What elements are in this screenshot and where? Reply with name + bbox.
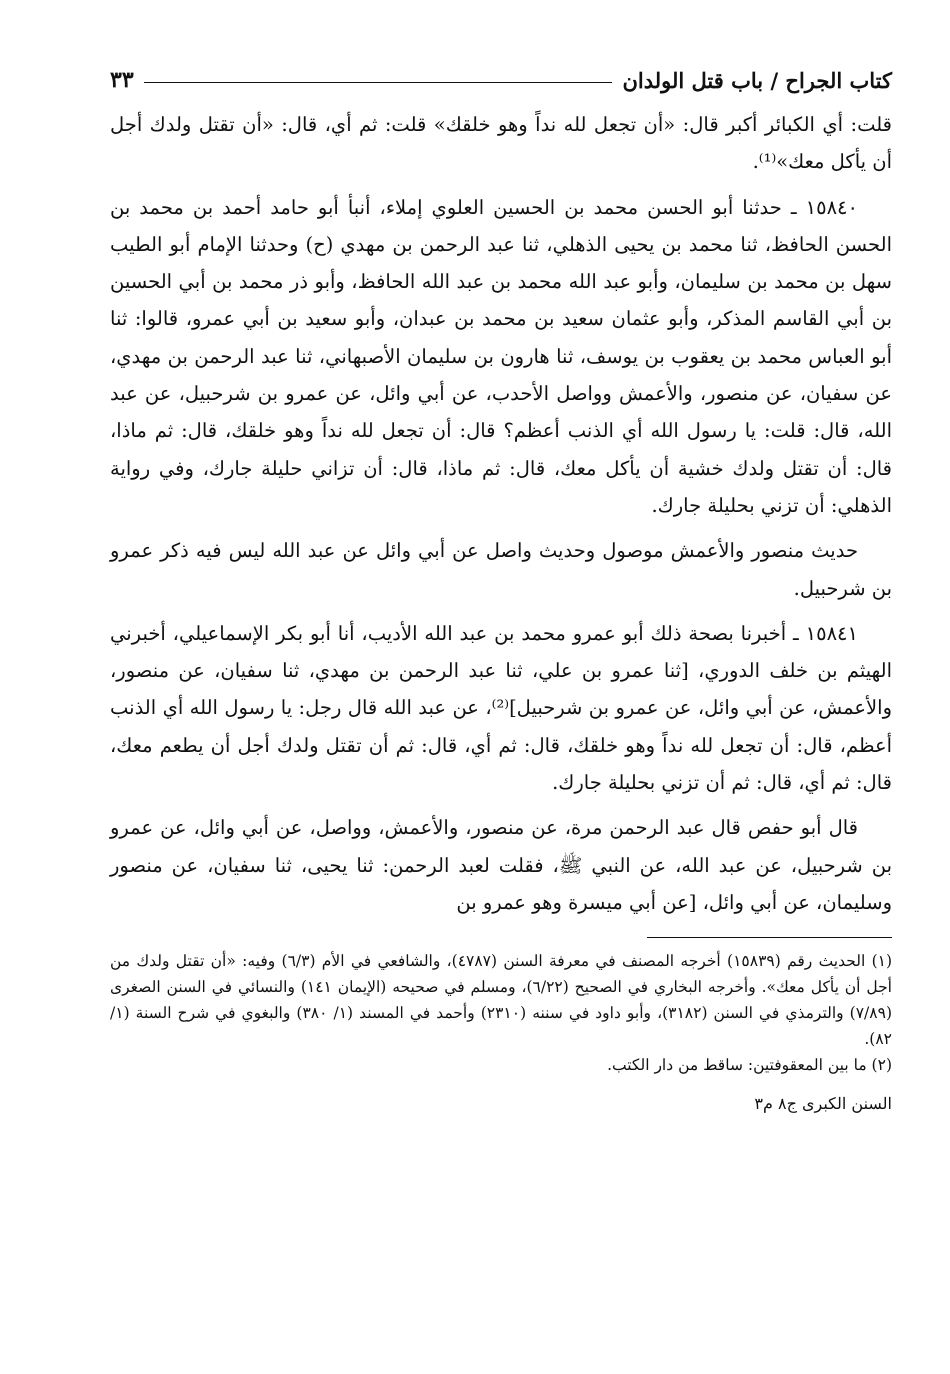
book-page bbox=[110, 60, 892, 1113]
paragraph: ١٥٨٤٠ ـ حدثنا أبو الحسن محمد بن الحسين العلوي إملاء، أنبأ أبو حامد أحمد بن محمد بن الحسن الحافظ، ثنا محمد بن يحيى الذهلي، ثنا عبد الرحمن بن مهدي (ح) وحدثنا الإمام أبو الطيب سهل بن محمد بن سليمان، وأبو عبد الله محمد بن عبد الله الحافظ، وأبو ذر محمد بن أبي الحسين بن أبي القاسم المذكر، وأبو عثمان سعيد بن محمد بن عبدان، وأبو سعيد بن أبي عمرو، قالوا: ثنا أبو العباس محمد بن يعقوب بن يوسف، ثنا هارون بن سليمان الأصبهاني، ثنا عبد الرحمن بن مهدي، عن سفيان، عن منصور، والأعمش وواصل الأحدب، عن أبي وائل، عن عمرو بن شرحبيل، عن عبد الله، قال: قلت: يا رسول الله أي الذنب أعظم؟ قال: أن تجعل لله نداً وهو خلقك، قال: ثم ماذا، قال: أن تقتل ولدك خشية أن يأكل معك، قال: ثم ماذا، قال: أن تزاني حليلة جارك، وفي رواية الذهلي: أن تزني بحليلة جارك. bbox=[110, 195, 892, 517]
main-text bbox=[110, 106, 892, 921]
running-header bbox=[110, 60, 892, 100]
page-number: ٣٣ bbox=[110, 67, 134, 93]
header-rule bbox=[144, 82, 613, 83]
signature-mark: السنن الكبرى ج٨ م٣ bbox=[754, 1094, 892, 1114]
footnote-separator bbox=[647, 937, 892, 938]
paragraph: ١٥٨٤١ ـ أخبرنا بصحة ذلك أبو عمرو محمد بن عبد الله الأديب، أنا أبو بكر الإسماعيلي، أخبرني الهيثم بن خلف الدوري، [ثنا عمرو بن علي، ثنا عبد الرحمن بن مهدي، ثنا سفيان، عن منصور، والأعمش، عن أبي وائل، عن عمرو بن شرحبيل]⁽²⁾، عن عبد الله قال رجل: يا رسول الله أي الذنب أعظم، قال: أن تجعل لله نداً وهو خلقك، قال: ثم أي، قال: ثم أن تقتل ولدك أجل أن يطعم معك، قال: ثم أي، قال: ثم أن تزني بحليلة جارك. bbox=[110, 621, 893, 795]
paragraph: قال أبو حفص قال عبد الرحمن مرة، عن منصور، والأعمش، وواصل، عن أبي وائل، عن عمرو بن شرحبيل، عن عبد الله، عن النبي ﷺ، فقلت لعبد الرحمن: ثنا يحيى، ثنا سفيان، عن منصور وسليمان، عن أبي وائل، [عن أبي ميسرة وهو عمرو بن bbox=[110, 816, 892, 914]
chapter-title: كتاب الجراح / باب قتل الولدان bbox=[622, 67, 892, 93]
footnote: (٢) ما بين المعقوفتين: ساقط من دار الكتب. bbox=[607, 1056, 892, 1075]
footnote: (١) الحديث رقم (١٥٨٣٩) أخرجه المصنف في معرفة السنن (٤٧٨٧)، والشافعي في الأم (٦/٣) وفيه: «أن تقتل ولدك من أجل أن يأكل معك». وأخرجه البخاري في الصحيح (٦/٢٢)، ومسلم في صحيحه (الإيمان ١٤١) والنسائي في السنن الصغرى (٧/٨٩) والترمذي في السنن (٣١٨٢)، وأبو داود في سننه (٢٣١٠) وأحمد في المسند (١/ ٣٨٠) والبغوي في شرح السنة (١/ ٨٢). bbox=[110, 952, 893, 1049]
paragraph: حديث منصور والأعمش موصول وحديث واصل عن أبي وائل عن عبد الله ليس فيه ذكر عمرو بن شرحبيل. bbox=[110, 539, 892, 600]
footnotes bbox=[110, 948, 892, 1078]
paragraph: قلت: أي الكبائر أكبر قال: «أن تجعل لله نداً وهو خلقك» قلت: ثم أي، قال: «أن تقتل ولدك أجل أن يأكل معك»⁽¹⁾. bbox=[110, 113, 892, 174]
